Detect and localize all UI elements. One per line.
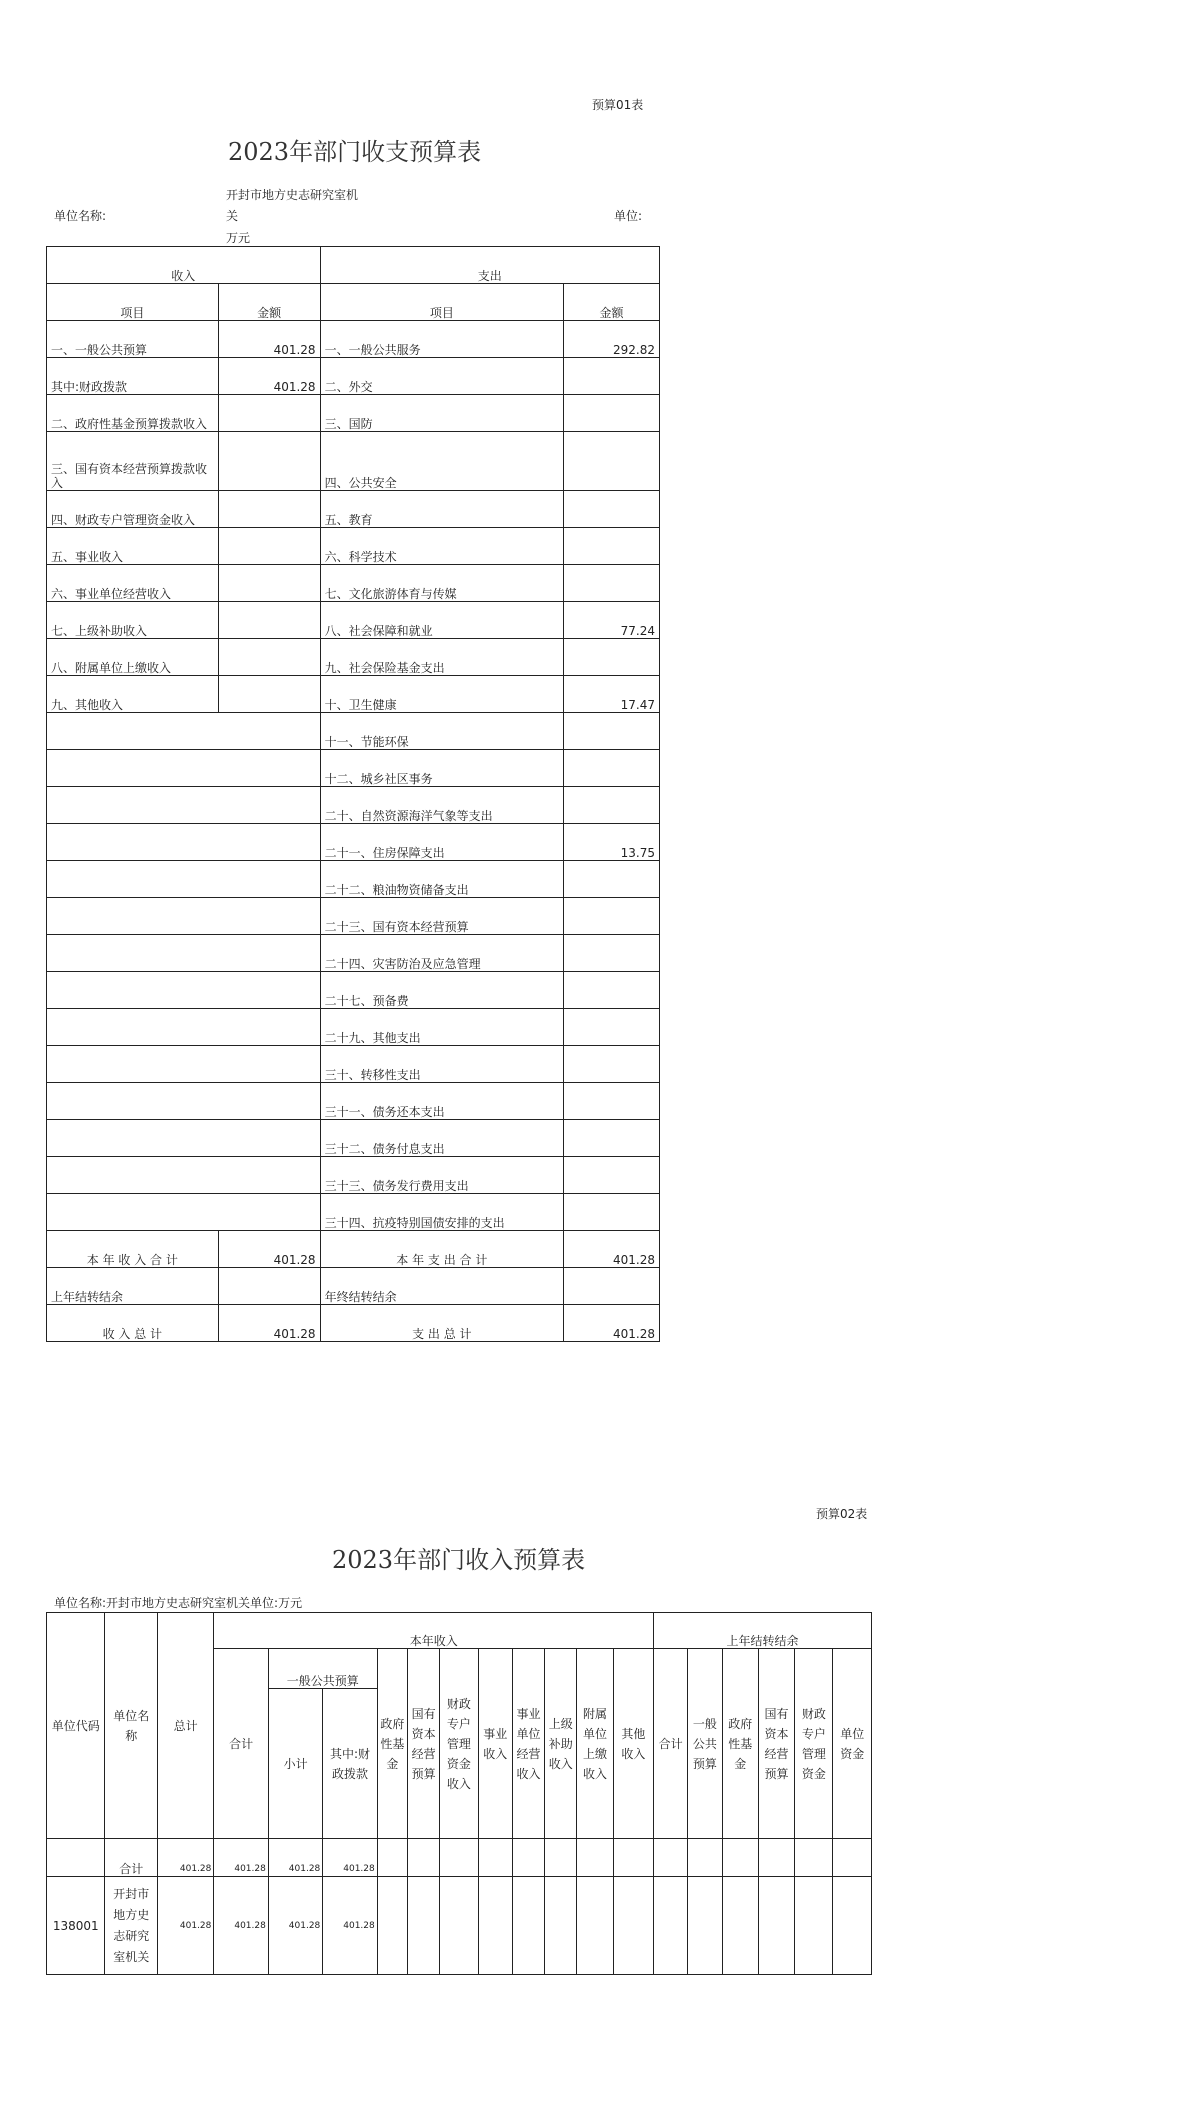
table-row	[47, 824, 660, 861]
carry-out-label: 年终结转结余	[320, 1268, 564, 1305]
header-affiliate: 附属单位上缴收入	[577, 1649, 613, 1839]
empty-income-cell	[47, 898, 321, 935]
income-item: 一、一般公共预算	[47, 321, 219, 358]
income-item: 二、政府性基金预算拨款收入	[47, 395, 219, 432]
unit-name-label: 单位名称:	[54, 209, 107, 223]
empty-income-cell	[47, 1157, 321, 1194]
empty-income-cell	[47, 1120, 321, 1157]
table-row	[47, 713, 660, 750]
income-amount: 401.28	[218, 358, 320, 395]
header-income: 收入	[47, 247, 321, 284]
sum-row-fin: 401.28	[323, 1839, 377, 1877]
income-item: 八、附属单位上缴收入	[47, 639, 219, 676]
expense-amount	[564, 861, 660, 898]
expense-item: 八、社会保障和就业	[320, 602, 564, 639]
expense-amount	[564, 1009, 660, 1046]
empty-income-cell	[47, 713, 321, 750]
income-amount	[218, 676, 320, 713]
expense-item: 二十、自然资源海洋气象等支出	[320, 787, 564, 824]
header-item: 项目	[47, 284, 219, 321]
expense-amount	[564, 491, 660, 528]
expense-amount	[564, 528, 660, 565]
empty-income-cell	[47, 935, 321, 972]
table-row	[47, 432, 660, 491]
table-row	[47, 395, 660, 432]
expense-amount	[564, 1194, 660, 1231]
expense-amount: 292.82	[564, 321, 660, 358]
income-amount	[218, 395, 320, 432]
expense-amount	[564, 1083, 660, 1120]
income-amount	[218, 491, 320, 528]
table-row	[47, 898, 660, 935]
income-item: 五、事业收入	[47, 528, 219, 565]
expense-item: 五、教育	[320, 491, 564, 528]
income-item: 七、上级补助收入	[47, 602, 219, 639]
expense-item: 二十三、国有资本经营预算	[320, 898, 564, 935]
carry-in-value	[218, 1268, 320, 1305]
table-row	[47, 491, 660, 528]
expense-item: 七、文化旅游体育与传媒	[320, 565, 564, 602]
empty-income-cell	[47, 824, 321, 861]
table-row	[47, 639, 660, 676]
header-last-year: 上年结转结余	[654, 1613, 872, 1649]
header-gov-fund: 政府性基金	[377, 1649, 407, 1839]
table-row	[47, 358, 660, 395]
total-income-value: 401.28	[218, 1305, 320, 1342]
header-item-expense: 项目	[320, 284, 564, 321]
total-expense-label: 支 出 总 计	[320, 1305, 564, 1342]
header-unit-code: 单位代码	[47, 1613, 105, 1839]
total-income-label: 收 入 总 计	[47, 1305, 219, 1342]
table-row	[47, 972, 660, 1009]
expense-item: 三十四、抗疫特别国债安排的支出	[320, 1194, 564, 1231]
empty-income-cell	[47, 1046, 321, 1083]
income-item: 三、国有资本经营预算拨款收入	[47, 432, 219, 491]
table-row	[47, 750, 660, 787]
expense-item: 三、国防	[320, 395, 564, 432]
currency-label: 单位:	[614, 209, 643, 223]
header-superior-grant: 上级补助收入	[545, 1649, 577, 1839]
sum-row-sum: 401.28	[214, 1839, 268, 1877]
expense-amount	[564, 565, 660, 602]
sum-expense-value: 401.28	[564, 1231, 660, 1268]
empty-income-cell	[47, 972, 321, 1009]
header-ly-fin: 财政专户管理资金	[795, 1649, 833, 1839]
expense-amount	[564, 935, 660, 972]
header-biz-income: 事业收入	[478, 1649, 512, 1839]
header-total: 总计	[157, 1613, 213, 1839]
income-amount	[218, 565, 320, 602]
expense-amount: 13.75	[564, 824, 660, 861]
income-item: 九、其他收入	[47, 676, 219, 713]
expense-amount	[564, 358, 660, 395]
header-soe: 国有资本经营预算	[408, 1649, 440, 1839]
empty-income-cell	[47, 1194, 321, 1231]
table-row	[47, 676, 660, 713]
expense-item: 十一、节能环保	[320, 713, 564, 750]
expense-item: 十二、城乡社区事务	[320, 750, 564, 787]
form-number-2: 预算02表	[816, 1507, 868, 1521]
table-row	[47, 565, 660, 602]
carry-in-label: 上年结转结余	[47, 1268, 219, 1305]
page-title: 2023年部门收支预算表	[228, 138, 482, 166]
header-ly-general: 一般公共预算	[688, 1649, 722, 1839]
unit-row-subtotal: 401.28	[268, 1877, 322, 1975]
income-item: 六、事业单位经营收入	[47, 565, 219, 602]
total-expense-value: 401.28	[564, 1305, 660, 1342]
header-sum: 合计	[214, 1649, 268, 1839]
expense-item: 六、科学技术	[320, 528, 564, 565]
expense-amount	[564, 898, 660, 935]
header-biz-op: 事业单位经营收入	[512, 1649, 544, 1839]
sum-row-code	[47, 1839, 105, 1877]
empty-income-cell	[47, 787, 321, 824]
expense-item: 三十一、债务还本支出	[320, 1083, 564, 1120]
header-ly-unit: 单位资金	[833, 1649, 872, 1839]
header-other: 其他收入	[613, 1649, 653, 1839]
income-item: 四、财政专户管理资金收入	[47, 491, 219, 528]
unit-row-code: 138001	[47, 1877, 105, 1975]
table-row	[47, 1009, 660, 1046]
header-fin-grant: 其中:财政拨款	[323, 1689, 377, 1839]
header-amount: 金额	[218, 284, 320, 321]
table-row	[47, 602, 660, 639]
table-row	[47, 1194, 660, 1231]
income-expense-table	[46, 246, 660, 1342]
unit-line-2: 单位名称:开封市地方史志研究室机关单位:万元	[54, 1596, 303, 1610]
income-amount	[218, 602, 320, 639]
expense-item: 二十四、灾害防治及应急管理	[320, 935, 564, 972]
expense-amount	[564, 1157, 660, 1194]
income-amount: 401.28	[218, 321, 320, 358]
form-number: 预算01表	[592, 98, 644, 112]
expense-item: 四、公共安全	[320, 432, 564, 491]
table-row	[47, 787, 660, 824]
empty-income-cell	[47, 1083, 321, 1120]
header-this-year: 本年收入	[214, 1613, 654, 1649]
sum-income-label: 本 年 收 入 合 计	[47, 1231, 219, 1268]
table-row	[47, 1157, 660, 1194]
header-fin-account: 财政专户管理资金收入	[440, 1649, 478, 1839]
unit-row-fin: 401.28	[323, 1877, 377, 1975]
expense-item: 九、社会保险基金支出	[320, 639, 564, 676]
unit-row-total: 401.28	[157, 1877, 213, 1975]
page-title-2: 2023年部门收入预算表	[332, 1546, 586, 1574]
expense-item: 十、卫生健康	[320, 676, 564, 713]
table-row	[47, 528, 660, 565]
header-general-budget: 一般公共预算	[268, 1649, 377, 1689]
expense-item: 一、一般公共服务	[320, 321, 564, 358]
expense-amount	[564, 787, 660, 824]
expense-amount	[564, 713, 660, 750]
header-ly-sum: 合计	[654, 1649, 688, 1839]
income-amount	[218, 432, 320, 491]
expense-item: 二十二、粮油物资储备支出	[320, 861, 564, 898]
sum-row-subtotal: 401.28	[268, 1839, 322, 1877]
expense-item: 二十一、住房保障支出	[320, 824, 564, 861]
header-subtotal: 小计	[268, 1689, 322, 1839]
income-item: 其中:财政拨款	[47, 358, 219, 395]
table-row	[47, 1120, 660, 1157]
income-amount	[218, 528, 320, 565]
empty-income-cell	[47, 1009, 321, 1046]
sum-row-total: 401.28	[157, 1839, 213, 1877]
sum-row-label: 合计	[105, 1839, 157, 1877]
header-expense: 支出	[320, 247, 659, 284]
table-row	[47, 935, 660, 972]
header-ly-soe: 国有资本经营预算	[758, 1649, 794, 1839]
expense-item: 三十三、债务发行费用支出	[320, 1157, 564, 1194]
expense-item: 二、外交	[320, 358, 564, 395]
header-unit-name: 单位名称	[105, 1613, 157, 1839]
unit-name-line1: 开封市地方史志研究室机	[226, 188, 359, 202]
expense-item: 二十九、其他支出	[320, 1009, 564, 1046]
table-row	[47, 1083, 660, 1120]
expense-item: 二十七、预备费	[320, 972, 564, 1009]
expense-amount	[564, 432, 660, 491]
carry-out-value	[564, 1268, 660, 1305]
expense-amount	[564, 750, 660, 787]
header-amount-expense: 金额	[564, 284, 660, 321]
sum-income-value: 401.28	[218, 1231, 320, 1268]
table-row	[47, 1046, 660, 1083]
empty-income-cell	[47, 861, 321, 898]
expense-item: 三十、转移性支出	[320, 1046, 564, 1083]
expense-amount	[564, 395, 660, 432]
income-amount	[218, 639, 320, 676]
expense-amount	[564, 972, 660, 1009]
table-row	[47, 321, 660, 358]
expense-amount	[564, 1046, 660, 1083]
income-budget-table	[46, 1612, 872, 1975]
expense-amount	[564, 1120, 660, 1157]
sum-expense-label: 本 年 支 出 合 计	[320, 1231, 564, 1268]
currency-value: 万元	[226, 231, 251, 245]
table-row	[47, 861, 660, 898]
unit-row-name: 开封市地方史志研究室机关	[105, 1877, 157, 1975]
expense-item: 三十二、债务付息支出	[320, 1120, 564, 1157]
unit-row-sum: 401.28	[214, 1877, 268, 1975]
empty-income-cell	[47, 750, 321, 787]
expense-amount: 77.24	[564, 602, 660, 639]
expense-amount: 17.47	[564, 676, 660, 713]
expense-amount	[564, 639, 660, 676]
unit-name-line2: 关	[226, 209, 239, 223]
header-ly-gov: 政府性基金	[722, 1649, 758, 1839]
